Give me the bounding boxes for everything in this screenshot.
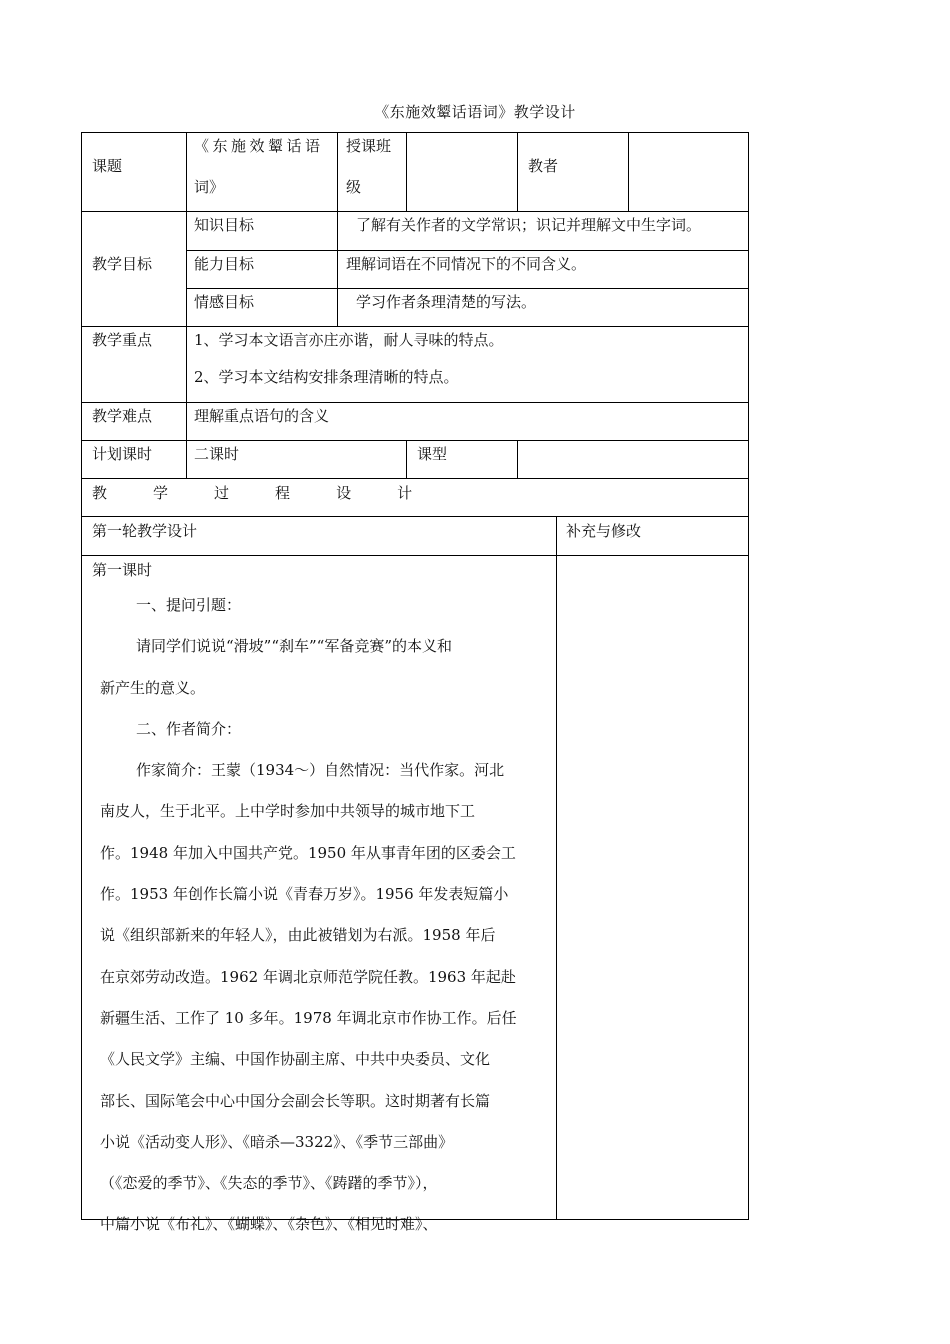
body-line: 新疆生活、工作了 10 多年。1978 年调北京市作协工作。后任 <box>100 1008 517 1027</box>
ability-objective-value: 理解词语在不同情况下的不同含义。 <box>346 255 587 273</box>
column-divider <box>406 440 407 478</box>
body-line: 说《组织部新来的年轻人》，由此被错划为右派。1958 年后 <box>100 926 496 945</box>
section-heading: 二、作者简介： <box>136 719 242 738</box>
planned-hours-value: 二课时 <box>194 445 240 463</box>
key-points-label: 教学重点 <box>92 331 153 349</box>
process-heading-char: 程 <box>275 484 291 502</box>
row-divider <box>81 326 749 327</box>
teacher-label: 教者 <box>528 157 559 175</box>
column-divider <box>628 132 629 211</box>
knowledge-objective-value: 了解有关作者的文学常识；识记并理解文中生字词。 <box>356 216 702 234</box>
column-divider <box>337 132 338 326</box>
document-title: 《东施效颦话语词》教学设计 <box>374 103 576 121</box>
body-line: 作家简介：王蒙（1934～）自然情况：当代作家。河北 <box>136 761 505 780</box>
row-divider <box>81 478 749 479</box>
design-header: 第一轮教学设计 <box>92 522 198 540</box>
process-heading-char: 学 <box>153 484 169 502</box>
body-line: 《人民文学》主编、中国作协副主席、中共中央委员、文化 <box>100 1050 491 1069</box>
emotion-objective-label: 情感目标 <box>194 293 255 311</box>
key-point-1: 1、学习本文语言亦庄亦谐，耐人寻味的特点。 <box>194 331 504 349</box>
key-point-2: 2、学习本文结构安排条理清晰的特点。 <box>194 368 459 386</box>
supplement-header: 补充与修改 <box>566 522 642 540</box>
body-line: 南皮人，生于北平。上中学时参加中共领导的城市地下工 <box>100 802 476 821</box>
row-divider <box>186 288 749 289</box>
class-label-line2: 级 <box>346 178 362 196</box>
row-divider <box>81 211 749 212</box>
body-line: 新产生的意义。 <box>100 678 206 697</box>
body-line: 中篇小说《布礼》、《蝴蝶》、《杂色》、《相见时难》、 <box>100 1215 438 1234</box>
process-heading-char: 教 <box>92 484 108 502</box>
column-divider <box>517 440 518 478</box>
topic-label: 课题 <box>92 157 123 175</box>
column-divider <box>556 516 557 1220</box>
process-heading <box>92 483 458 503</box>
body-line: 在京郊劳动改造。1962 年调北京师范学院任教。1963 年起赴 <box>100 967 516 986</box>
objectives-label: 教学目标 <box>92 255 153 273</box>
section-heading: 一、提问引题： <box>136 596 242 614</box>
row-divider <box>186 250 749 251</box>
body-line: （《恋爱的季节》、《失态的季节》、《踌躇的季节》）， <box>100 1174 438 1193</box>
body-line: 部长、国际笔会中心中国分会副会长等职。这时期著有长篇 <box>100 1091 491 1110</box>
body-line: 请同学们说说“滑坡”“刹车”“军备竞赛”的本义和 <box>136 637 453 656</box>
body-line: 作。1953 年创作长篇小说《青春万岁》。1956 年发表短篇小 <box>100 885 509 904</box>
class-label-line1: 授课班 <box>346 137 392 155</box>
column-divider <box>406 132 407 211</box>
row-divider <box>81 516 749 517</box>
planned-hours-label: 计划课时 <box>92 445 153 463</box>
lesson-body <box>92 555 552 1246</box>
column-divider <box>186 132 187 478</box>
lesson-type-label: 课型 <box>417 445 448 463</box>
column-divider <box>517 132 518 211</box>
emotion-objective-value: 学习作者条理清楚的写法。 <box>356 293 537 311</box>
topic-value-line1: 《东施效颦话语 <box>194 137 324 155</box>
row-divider <box>81 402 749 403</box>
difficulties-value: 理解重点语句的含义 <box>194 407 330 425</box>
topic-value-line2: 词》 <box>194 178 225 196</box>
body-line: 作。1948 年加入中国共产党。1950 年从事青年团的区委会工 <box>100 843 516 862</box>
process-heading-char: 过 <box>214 484 230 502</box>
lesson-heading: 第一课时 <box>92 561 153 579</box>
ability-objective-label: 能力目标 <box>194 255 255 273</box>
process-heading-char: 设 <box>336 484 352 502</box>
body-line: 小说《活动变人形》、《暗杀—3322》、《季节三部曲》 <box>100 1132 454 1151</box>
process-heading-char: 计 <box>397 484 413 502</box>
knowledge-objective-label: 知识目标 <box>194 216 255 234</box>
row-divider <box>81 440 749 441</box>
difficulties-label: 教学难点 <box>92 407 153 425</box>
